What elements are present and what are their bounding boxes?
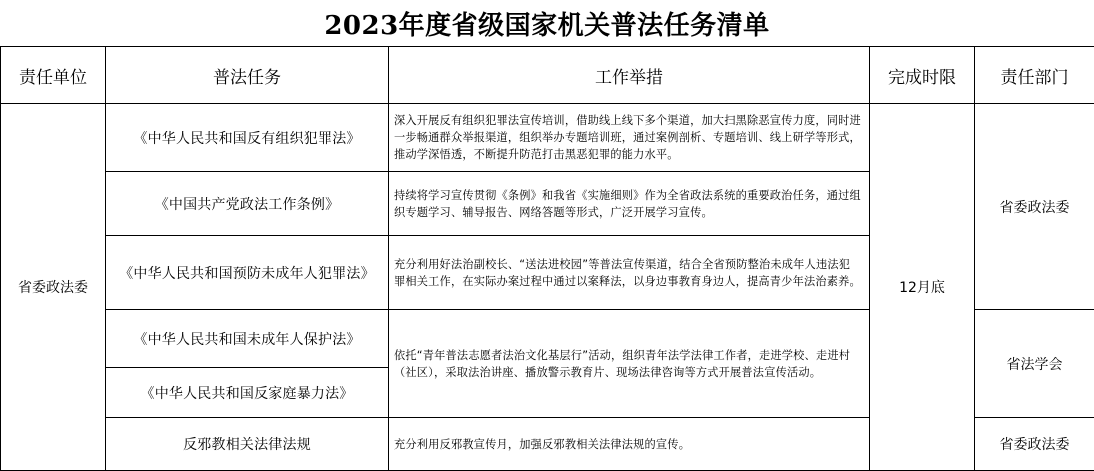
header-dept: 责任部门 (975, 47, 1094, 104)
document-title: 2023年度省级国家机关普法任务清单 (324, 10, 770, 41)
task-cell: 反邪教相关法律法规 (106, 418, 389, 471)
header-measures: 工作举措 (389, 47, 870, 104)
task-cell: 《中华人民共和国反家庭暴力法》 (106, 368, 389, 418)
header-deadline: 完成时限 (870, 47, 975, 104)
dept-cell: 省委政法委 (975, 418, 1094, 471)
deadline-cell: 12月底 (870, 104, 975, 471)
task-cell: 《中华人民共和国反有组织犯罪法》 (106, 104, 389, 172)
task-cell: 《中国共产党政法工作条例》 (106, 172, 389, 236)
measure-cell: 依托“青年普法志愿者法治文化基层行”活动，组织青年法学法律工作者，走进学校、走进村（社区），采取法治讲座、播放警示教育片、现场法律咨询等方式开展普法宣传活动。 (389, 310, 870, 418)
task-table (0, 46, 1094, 471)
header-task: 普法任务 (106, 47, 389, 104)
table-row (1, 104, 1094, 172)
header-unit: 责任单位 (1, 47, 106, 104)
measure-cell: 持续将学习宣传贯彻《条例》和我省《实施细则》作为全省政法系统的重要政治任务，通过组织专题学习、辅导报告、网络答题等形式，广泛开展学习宣传。 (389, 172, 870, 236)
dept-cell: 省委政法委 (975, 104, 1094, 310)
measure-cell: 深入开展反有组织犯罪法宣传培训，借助线上线下多个渠道，加大扫黑除恶宣传力度，同时进一步畅通群众举报渠道，组织举办专题培训班，通过案例剖析、专题培训、线上研学等形式，推动学深悟透，不断提升防范打击黑恶犯罪的能力水平。 (389, 104, 870, 172)
unit-cell: 省委政法委 (1, 104, 106, 471)
task-cell: 《中华人民共和国预防未成年人犯罪法》 (106, 236, 389, 310)
header-row (1, 47, 1094, 104)
measure-cell: 充分利用好法治副校长、“送法进校园”等普法宣传渠道，结合全省预防整治未成年人违法犯罪相关工作，在实际办案过程中通过以案释法，以身边事教育身边人，提高青少年法治素养。 (389, 236, 870, 310)
dept-cell: 省法学会 (975, 310, 1094, 418)
measure-cell: 充分利用反邪教宣传月，加强反邪教相关法律法规的宣传。 (389, 418, 870, 471)
task-cell: 《中华人民共和国未成年人保护法》 (106, 310, 389, 368)
